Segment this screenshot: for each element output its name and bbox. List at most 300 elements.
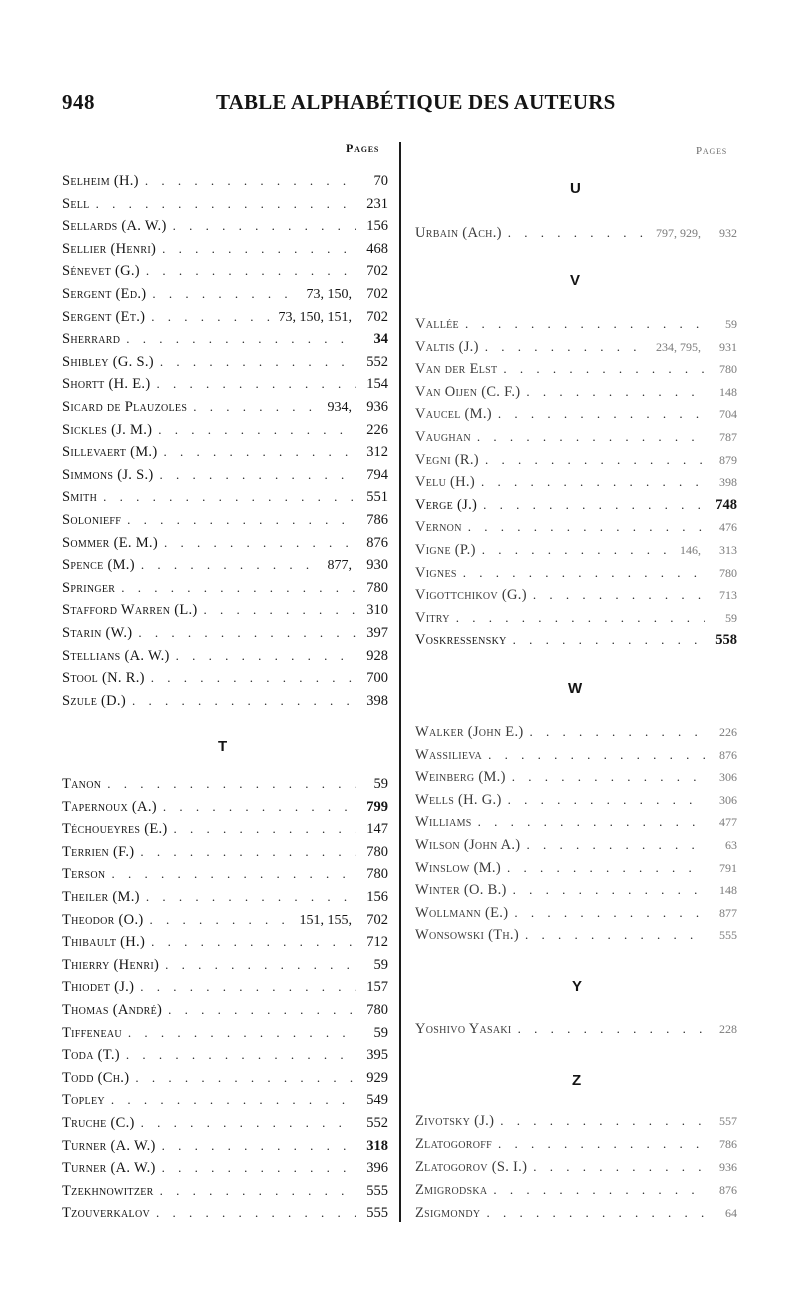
dot-leader bbox=[156, 373, 356, 395]
dot-leader bbox=[526, 381, 705, 403]
index-entry bbox=[62, 622, 388, 644]
index-entry bbox=[62, 645, 388, 667]
dot-leader bbox=[162, 1135, 356, 1157]
dot-leader bbox=[483, 494, 705, 516]
index-entry bbox=[62, 976, 388, 998]
index-entry bbox=[62, 796, 388, 818]
index-entry bbox=[62, 373, 388, 395]
index-entry bbox=[62, 818, 388, 840]
page-reference: 59 bbox=[373, 776, 388, 792]
dot-leader bbox=[485, 449, 705, 471]
dot-leader bbox=[525, 924, 705, 946]
page-reference: 312 bbox=[366, 444, 388, 461]
index-entry bbox=[415, 313, 737, 335]
page-reference: 476 bbox=[719, 520, 737, 535]
dot-leader bbox=[478, 811, 705, 833]
author-name: Vitry bbox=[415, 609, 450, 626]
dot-leader bbox=[127, 509, 356, 531]
dot-leader bbox=[488, 744, 705, 766]
page-reference: 876 bbox=[719, 1183, 737, 1197]
dot-leader bbox=[135, 1067, 356, 1089]
author-name: Sherrard bbox=[62, 331, 121, 348]
author-name: Turner (A. W.) bbox=[62, 1160, 156, 1177]
author-name: Simmons (J. S.) bbox=[62, 466, 154, 483]
page-reference: 63 bbox=[725, 838, 737, 852]
page-reference: 930 bbox=[366, 557, 388, 574]
author-name: Theiler (M.) bbox=[62, 889, 140, 905]
pages-column-label: Pages bbox=[346, 141, 380, 155]
author-name: Zivotsky (J.) bbox=[415, 1113, 495, 1129]
page-reference: 936 bbox=[719, 1160, 737, 1174]
author-name: Sergent (Et.) bbox=[62, 308, 146, 325]
index-entry bbox=[62, 1067, 388, 1089]
page-reference: 59 bbox=[725, 610, 737, 625]
author-name: Todd (Ch.) bbox=[62, 1069, 130, 1086]
author-name: Vaughan bbox=[415, 429, 471, 445]
dot-leader bbox=[482, 539, 674, 561]
page-reference: 877 bbox=[719, 905, 737, 920]
page-reference: 395 bbox=[366, 1047, 388, 1064]
dot-leader bbox=[164, 532, 356, 554]
dot-leader bbox=[508, 789, 705, 811]
page-reference: 228 bbox=[719, 1022, 737, 1036]
dot-leader bbox=[151, 306, 272, 328]
page-reference: 318 bbox=[366, 1137, 388, 1154]
index-entry bbox=[415, 494, 737, 516]
page-reference: 879 bbox=[719, 452, 737, 467]
author-name: Szule (D.) bbox=[62, 692, 126, 709]
index-entry bbox=[415, 336, 737, 358]
dot-leader bbox=[163, 441, 356, 463]
page-reference: 59 bbox=[373, 1024, 388, 1041]
author-name: Selheim (H.) bbox=[62, 173, 139, 189]
page-reference: 780 bbox=[366, 866, 388, 883]
index-entry bbox=[415, 924, 737, 946]
author-name: Vignes bbox=[415, 564, 457, 581]
author-name: Tiffeneau bbox=[62, 1024, 122, 1041]
author-name: Williams bbox=[415, 814, 472, 831]
index-entry bbox=[415, 1110, 737, 1132]
page-reference: 551 bbox=[366, 489, 388, 506]
dot-leader bbox=[465, 313, 705, 335]
author-name: Wonsowski (Th.) bbox=[415, 927, 519, 944]
dot-leader bbox=[493, 1179, 705, 1201]
author-name: Stellians (A. W.) bbox=[62, 647, 170, 664]
dot-leader bbox=[132, 690, 356, 712]
page-reference: 397 bbox=[366, 625, 388, 641]
index-entry bbox=[415, 471, 737, 493]
dot-leader bbox=[140, 841, 356, 863]
dot-leader bbox=[507, 857, 705, 879]
index-entry bbox=[415, 766, 737, 788]
index-entry bbox=[62, 170, 388, 192]
page-reference: 313 bbox=[719, 543, 737, 557]
author-name: Truche (C.) bbox=[62, 1115, 135, 1131]
index-entry bbox=[62, 260, 388, 282]
author-name: Vigottchikov (G.) bbox=[415, 587, 527, 604]
dot-leader bbox=[463, 562, 705, 584]
index-entry bbox=[415, 607, 737, 629]
author-name: Shortt (H. E.) bbox=[62, 376, 151, 393]
page-reference: 780 bbox=[719, 565, 737, 580]
page-reference: 713 bbox=[719, 588, 737, 603]
dot-leader bbox=[485, 336, 650, 358]
index-entry bbox=[62, 1180, 388, 1202]
page-reference: 147 bbox=[366, 821, 388, 838]
page-reference: 700 bbox=[366, 670, 388, 687]
author-name: Zlatogorov (S. I.) bbox=[415, 1159, 528, 1175]
author-name: Vigne (P.) bbox=[415, 542, 476, 558]
dot-leader bbox=[518, 1018, 705, 1040]
author-name: Sellards (A. W.) bbox=[62, 218, 167, 235]
author-name: Tapernoux (A.) bbox=[62, 798, 157, 815]
page-reference: 70 bbox=[373, 173, 388, 189]
page-reference: 787 bbox=[719, 430, 737, 444]
page-reference: 799 bbox=[366, 798, 388, 815]
dot-leader bbox=[138, 622, 356, 644]
index-entry bbox=[415, 1202, 737, 1224]
author-name: Téchoueyres (E.) bbox=[62, 821, 168, 838]
pages-column-label: Pages bbox=[696, 145, 728, 157]
author-name: Springer bbox=[62, 579, 116, 596]
right-column bbox=[415, 0, 737, 1304]
author-name: Smith bbox=[62, 489, 98, 506]
index-entry bbox=[415, 358, 737, 380]
additional-page-refs: 73, 150, bbox=[306, 287, 352, 302]
author-name: Terrien (F.) bbox=[62, 843, 135, 860]
dot-leader bbox=[163, 796, 356, 818]
dot-leader bbox=[530, 721, 705, 743]
page-reference: 59 bbox=[373, 956, 388, 973]
author-name: Urbain (Ach.) bbox=[415, 225, 502, 241]
author-name: Van der Elst bbox=[415, 361, 498, 378]
page-reference: 64 bbox=[725, 1206, 737, 1220]
dot-leader bbox=[533, 1156, 705, 1178]
index-entry bbox=[62, 328, 388, 350]
page-reference: 876 bbox=[366, 534, 388, 551]
dot-leader bbox=[126, 328, 356, 350]
index-entry bbox=[415, 834, 737, 856]
dot-leader bbox=[126, 1044, 356, 1066]
index-entry bbox=[62, 464, 388, 486]
dot-leader bbox=[141, 1112, 356, 1134]
page-reference: 712 bbox=[366, 934, 388, 951]
page-reference: 929 bbox=[366, 1069, 388, 1086]
page-reference: 156 bbox=[366, 218, 388, 235]
page-reference: 704 bbox=[719, 407, 737, 422]
section-letter-heading: Z bbox=[572, 1072, 582, 1089]
page-reference: 780 bbox=[719, 362, 737, 377]
page-reference: 702 bbox=[366, 286, 388, 302]
additional-page-refs: 234, 795, bbox=[656, 339, 701, 354]
index-entry bbox=[62, 863, 388, 885]
page-reference: 876 bbox=[719, 747, 737, 762]
author-name: Starin (W.) bbox=[62, 625, 133, 641]
index-entry bbox=[62, 886, 388, 908]
index-entry bbox=[415, 629, 737, 651]
page-reference: 398 bbox=[719, 475, 737, 490]
index-entry bbox=[62, 1044, 388, 1066]
index-entry bbox=[62, 238, 388, 260]
page-reference: 555 bbox=[366, 1182, 388, 1199]
additional-page-refs: 146, bbox=[680, 543, 701, 557]
dot-leader bbox=[486, 1202, 705, 1224]
dot-leader bbox=[193, 396, 321, 418]
index-entry bbox=[62, 931, 388, 953]
page-reference: 396 bbox=[366, 1160, 388, 1177]
dot-leader bbox=[456, 607, 705, 629]
dot-leader bbox=[168, 999, 356, 1021]
dot-leader bbox=[158, 419, 356, 441]
dot-leader bbox=[140, 976, 356, 998]
index-entry bbox=[62, 909, 388, 931]
index-entry bbox=[62, 954, 388, 976]
index-entry bbox=[415, 403, 737, 425]
page-reference: 780 bbox=[366, 843, 388, 860]
author-name: Walker (John E.) bbox=[415, 724, 524, 740]
additional-page-refs: 934, bbox=[327, 400, 352, 415]
dot-leader bbox=[146, 886, 356, 908]
page-reference: 148 bbox=[719, 384, 737, 399]
index-entry bbox=[62, 532, 388, 554]
page-reference: 794 bbox=[366, 466, 388, 483]
page-reference: 148 bbox=[719, 883, 737, 898]
index-entry bbox=[415, 1156, 737, 1178]
author-name: Sellier (Henri) bbox=[62, 240, 157, 257]
page-reference: 931 bbox=[719, 339, 737, 354]
index-entry bbox=[415, 426, 737, 448]
dot-leader bbox=[503, 358, 705, 380]
dot-leader bbox=[498, 1133, 705, 1155]
page-reference: 310 bbox=[366, 602, 388, 619]
index-entry bbox=[62, 841, 388, 863]
author-name: Van Oijen (C. F.) bbox=[415, 383, 521, 400]
additional-page-refs: 797, 929, bbox=[656, 226, 701, 240]
page-reference: 555 bbox=[719, 928, 737, 943]
dot-leader bbox=[513, 629, 705, 651]
author-name: Thiodet (J.) bbox=[62, 979, 135, 996]
index-entry bbox=[62, 773, 388, 795]
index-entry bbox=[415, 1133, 737, 1155]
dot-leader bbox=[111, 863, 356, 885]
index-entry bbox=[62, 283, 388, 305]
index-entry bbox=[62, 690, 388, 712]
author-name: Yoshivo Yasaki bbox=[415, 1021, 512, 1037]
index-entry bbox=[62, 1089, 388, 1111]
author-name: Velu (H.) bbox=[415, 474, 475, 491]
index-entry bbox=[415, 1179, 737, 1201]
author-name: Solonieff bbox=[62, 512, 122, 528]
page-reference: 306 bbox=[719, 770, 737, 785]
author-name: Stool (N. R.) bbox=[62, 670, 145, 687]
page-reference: 306 bbox=[719, 792, 737, 807]
author-name: Terson bbox=[62, 866, 106, 883]
author-name: Winslow (M.) bbox=[415, 859, 501, 876]
dot-leader bbox=[160, 464, 356, 486]
author-name: Sénevet (G.) bbox=[62, 263, 140, 280]
index-entry bbox=[62, 1022, 388, 1044]
running-title: TABLE ALPHABÉTIQUE DES AUTEURS bbox=[216, 90, 616, 114]
author-name: Thibault (H.) bbox=[62, 934, 146, 951]
dot-leader bbox=[141, 554, 322, 576]
index-entry bbox=[415, 857, 737, 879]
index-entry bbox=[62, 1202, 388, 1224]
author-name: Vaucel (M.) bbox=[415, 406, 492, 423]
index-entry bbox=[415, 1018, 737, 1040]
page-reference: 780 bbox=[366, 579, 388, 596]
dot-leader bbox=[160, 351, 356, 373]
page-reference: 932 bbox=[719, 226, 737, 240]
additional-page-refs: 877, bbox=[327, 558, 352, 574]
page-reference: 786 bbox=[719, 1137, 737, 1151]
author-name: Vegni (R.) bbox=[415, 451, 479, 468]
author-name: Weinberg (M.) bbox=[415, 769, 506, 786]
author-name: Sickles (J. M.) bbox=[62, 421, 153, 438]
index-entry bbox=[415, 584, 737, 606]
index-entry bbox=[62, 599, 388, 621]
author-name: Tzouverkalov bbox=[62, 1205, 151, 1222]
dot-leader bbox=[514, 902, 705, 924]
dot-leader bbox=[512, 766, 705, 788]
dot-leader bbox=[468, 516, 705, 538]
author-name: Turner (A. W.) bbox=[62, 1137, 156, 1154]
dot-leader bbox=[128, 1022, 356, 1044]
dot-leader bbox=[103, 486, 356, 508]
index-entry bbox=[415, 381, 737, 403]
author-name: Sell bbox=[62, 195, 90, 212]
dot-leader bbox=[111, 1089, 356, 1111]
page-reference: 549 bbox=[366, 1092, 388, 1109]
page-reference: 702 bbox=[366, 263, 388, 280]
dot-leader bbox=[107, 773, 356, 795]
author-name: Zmigrodska bbox=[415, 1182, 488, 1198]
index-entry bbox=[62, 396, 388, 418]
dot-leader bbox=[173, 215, 356, 237]
index-entry bbox=[415, 879, 737, 901]
dot-leader bbox=[151, 931, 356, 953]
author-name: Tzekhnowitzer bbox=[62, 1182, 154, 1199]
index-entry bbox=[415, 516, 737, 538]
author-name: Verge (J.) bbox=[415, 496, 478, 513]
author-name: Thierry (Henri) bbox=[62, 956, 160, 973]
author-name: Sicard de Plauzoles bbox=[62, 399, 188, 415]
page-reference: 702 bbox=[366, 911, 388, 928]
page-reference: 157 bbox=[366, 979, 388, 996]
additional-page-refs: 73, 150, 151, bbox=[278, 309, 352, 325]
dot-leader bbox=[96, 193, 356, 215]
dot-leader bbox=[477, 426, 705, 448]
index-entry bbox=[62, 193, 388, 215]
index-entry bbox=[415, 721, 737, 743]
dot-leader bbox=[145, 170, 356, 192]
author-name: Thomas (André) bbox=[62, 1002, 163, 1018]
author-name: Tanon bbox=[62, 776, 102, 792]
page-reference: 780 bbox=[366, 1002, 388, 1018]
author-name: Stafford Warren (L.) bbox=[62, 602, 198, 619]
dot-leader bbox=[162, 1157, 356, 1179]
dot-leader bbox=[160, 1180, 356, 1202]
index-entry bbox=[62, 554, 388, 576]
page-reference: 558 bbox=[715, 632, 737, 649]
dot-leader bbox=[151, 667, 356, 689]
page-reference: 59 bbox=[725, 317, 737, 331]
author-name: Wollmann (E.) bbox=[415, 904, 509, 921]
dot-leader bbox=[152, 283, 300, 305]
author-name: Vernon bbox=[415, 519, 462, 536]
author-name: Winter (O. B.) bbox=[415, 882, 507, 899]
author-name: Sommer (E. M.) bbox=[62, 534, 158, 551]
index-entry bbox=[415, 744, 737, 766]
page-reference: 552 bbox=[366, 353, 388, 370]
page-reference: 154 bbox=[366, 376, 388, 393]
page-reference: 786 bbox=[366, 512, 388, 528]
dot-leader bbox=[156, 1202, 356, 1224]
page-reference: 552 bbox=[366, 1115, 388, 1131]
author-name: Valtis (J.) bbox=[415, 338, 479, 355]
author-name: Zsigmondy bbox=[415, 1205, 481, 1221]
page-reference: 557 bbox=[719, 1114, 737, 1128]
page-reference: 156 bbox=[366, 889, 388, 905]
index-entry bbox=[62, 306, 388, 328]
index-entry bbox=[62, 509, 388, 531]
dot-leader bbox=[204, 599, 356, 621]
index-entry bbox=[62, 441, 388, 463]
page-reference: 555 bbox=[366, 1205, 388, 1222]
dot-leader bbox=[500, 1110, 705, 1132]
index-entry bbox=[415, 449, 737, 471]
dot-leader bbox=[526, 834, 705, 856]
author-name: Shibley (G. S.) bbox=[62, 353, 154, 370]
page-reference: 702 bbox=[366, 308, 388, 325]
index-entry bbox=[62, 667, 388, 689]
index-entry bbox=[62, 577, 388, 599]
dot-leader bbox=[508, 222, 650, 244]
page-reference: 398 bbox=[366, 692, 388, 709]
section-letter-heading: Y bbox=[572, 978, 583, 995]
page-reference: 468 bbox=[366, 240, 388, 257]
author-name: Wassilieva bbox=[415, 746, 483, 763]
section-letter-heading: W bbox=[568, 680, 583, 697]
dot-leader bbox=[481, 471, 705, 493]
page-reference: 928 bbox=[366, 647, 388, 664]
author-name: Theodor (O.) bbox=[62, 911, 144, 928]
column-divider bbox=[399, 142, 401, 1222]
index-entry bbox=[415, 811, 737, 833]
author-name: Toda (T.) bbox=[62, 1047, 120, 1064]
author-name: Wilson (John A.) bbox=[415, 837, 521, 853]
index-entry bbox=[415, 539, 737, 561]
dot-leader bbox=[162, 238, 356, 260]
index-entry bbox=[62, 1135, 388, 1157]
index-entry bbox=[415, 902, 737, 924]
index-entry bbox=[415, 222, 737, 244]
dot-leader bbox=[174, 818, 356, 840]
additional-page-refs: 151, 155, bbox=[299, 912, 352, 928]
dot-leader bbox=[513, 879, 705, 901]
index-entry bbox=[62, 1112, 388, 1134]
author-name: Wells (H. G.) bbox=[415, 791, 502, 808]
author-name: Sergent (Ed.) bbox=[62, 286, 147, 302]
index-entry bbox=[62, 486, 388, 508]
dot-leader bbox=[498, 403, 705, 425]
dot-leader bbox=[533, 584, 705, 606]
index-entry bbox=[62, 215, 388, 237]
author-name: Topley bbox=[62, 1092, 105, 1109]
index-entry bbox=[62, 999, 388, 1021]
author-name: Sillevaert (M.) bbox=[62, 444, 158, 461]
page-reference: 748 bbox=[715, 496, 737, 513]
dot-leader bbox=[150, 909, 294, 931]
